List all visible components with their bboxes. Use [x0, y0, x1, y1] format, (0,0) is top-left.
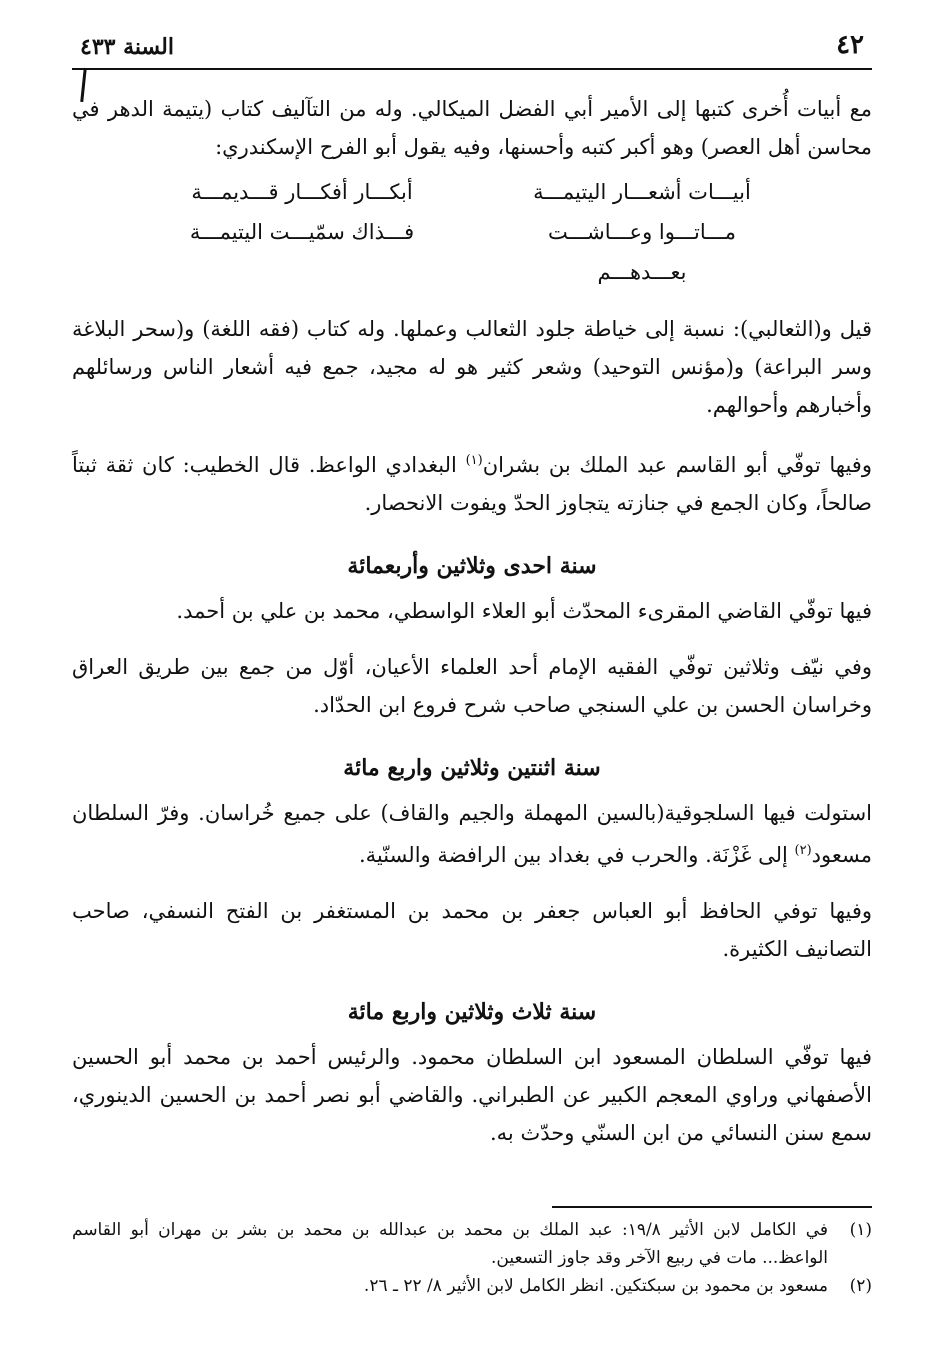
- paragraph-text: البغدادي الواعظ. قال الخطيب: كان ثقة ثبتاً صالحاً، وكان الجمع في جنازته يتجاوز الحدّ ويفوت الانحصار.: [72, 453, 872, 515]
- paragraph-bishran: [72, 442, 872, 522]
- paragraph-thaalibi: قيل و(الثعالبي): نسبة إلى خياطة جلود الثعالب وعملها. وله كتاب (فقه اللغة) و(سحر البلاغة وسر البراعة) و(مؤنس التوحيد) وشعر كثير هو له مجيد، جمع فيه أشعار الناس ورسائلهم وأخبارهم وأحوالهم.: [72, 317, 872, 417]
- paragraph: فيها توفّي القاضي المقرىء المحدّث أبو العلاء الواسطي، محمد بن علي بن أحمد.: [176, 599, 872, 623]
- paragraph-text: إلى غَزْنَة. والحرب في بغداد بين الرافضة والسنّية.: [358, 843, 788, 867]
- verse-line: [162, 212, 782, 292]
- running-head-year: السنة ٤٣٣: [80, 34, 174, 60]
- footnote: [72, 1272, 872, 1300]
- verse-hemistich: فـــذاك سمّيـــت اليتيمـــة: [189, 220, 415, 244]
- paragraph: وفيها توفي الحافظ أبو العباس جعفر بن محمد بن المستغفر بن الفتح النسفي، صاحب التصانيف الكثيرة.: [72, 899, 872, 961]
- section-heading-433: سنة ثلاث وثلاثين واربع مائة: [347, 999, 597, 1025]
- verse-line: [162, 172, 782, 212]
- footnote-text: في الكامل لابن الأثير ١٩/٨: عبد الملك بن محمد بن عبدالله بن محمد بن بشر بن مهران أبو القاسم الواعظ... مات في ربيع الآخر وقد جاوز التسعين.: [72, 1220, 828, 1268]
- footnote-number: (١): [849, 1220, 872, 1240]
- verse-hemistich: أبكـــار أفكـــار قـــديمـــة: [191, 180, 413, 204]
- footnote-ref[interactable]: (٢): [794, 843, 812, 858]
- paragraph: فيها توفّي السلطان المسعود ابن السلطان محمود. والرئيس أحمد بن محمد أبو الحسين الأصفهاني وراوي المعجم الكبير عن الطبراني. والقاضي أبو نصر أحمد بن الحسين الدينوري، سمع سنن النسائي من ابن السنّي وحدّث به.: [72, 1045, 872, 1145]
- paragraph: [72, 794, 872, 874]
- paragraph: وفي نيّف وثلاثين توفّي الفقيه الإمام أحد العلماء الأعيان، أوّل من جمع بين طريق العراق وخراسان الحسن بن علي السنجي صاحب شرح فروع ابن الحدّاد.: [72, 655, 872, 717]
- footnote-text: مسعود بن محمود بن سبكتكين. انظر الكامل لابن الأثير ٨/ ٢٢ ـ ٢٦.: [363, 1276, 828, 1296]
- footnote-divider: [552, 1206, 872, 1208]
- footnote-number: (٢): [849, 1276, 872, 1296]
- paragraph-text: استولت فيها السلجوقية(بالسين المهملة والجيم والقاف) على جميع خُراسان. وفرّ السلطان مسعود: [72, 801, 872, 867]
- book-page: [72, 28, 872, 1300]
- verse-hemistich: مـــاتـــوا وعـــاشـــت بعـــدهـــم: [548, 220, 736, 284]
- poem-verse: [162, 172, 782, 292]
- verse-hemistich: أبيـــات أشعـــار اليتيمـــة: [533, 180, 751, 204]
- paragraph-text: وفيها توفّي أبو القاسم عبد الملك بن بشران: [482, 453, 872, 477]
- section-heading-432: سنة اثنتين وثلاثين واربع مائة: [343, 755, 601, 781]
- section-heading-431: سنة احدى وثلاثين وأربعمائة: [347, 553, 597, 579]
- page-header: [72, 28, 872, 70]
- paragraph-intro: مع أبيات أُخرى كتبها إلى الأمير أبي الفضل الميكالي. وله من التآليف كتاب (يتيمة الدهر في محاسن أهل العصر) وهو أكبر كتبه وأحسنها، وفيه يقول أبو الفرح الإسكندري:: [72, 97, 872, 159]
- page-number: ٤٢: [836, 30, 864, 60]
- footnote-ref[interactable]: (١): [465, 453, 483, 468]
- footnote: [72, 1216, 872, 1272]
